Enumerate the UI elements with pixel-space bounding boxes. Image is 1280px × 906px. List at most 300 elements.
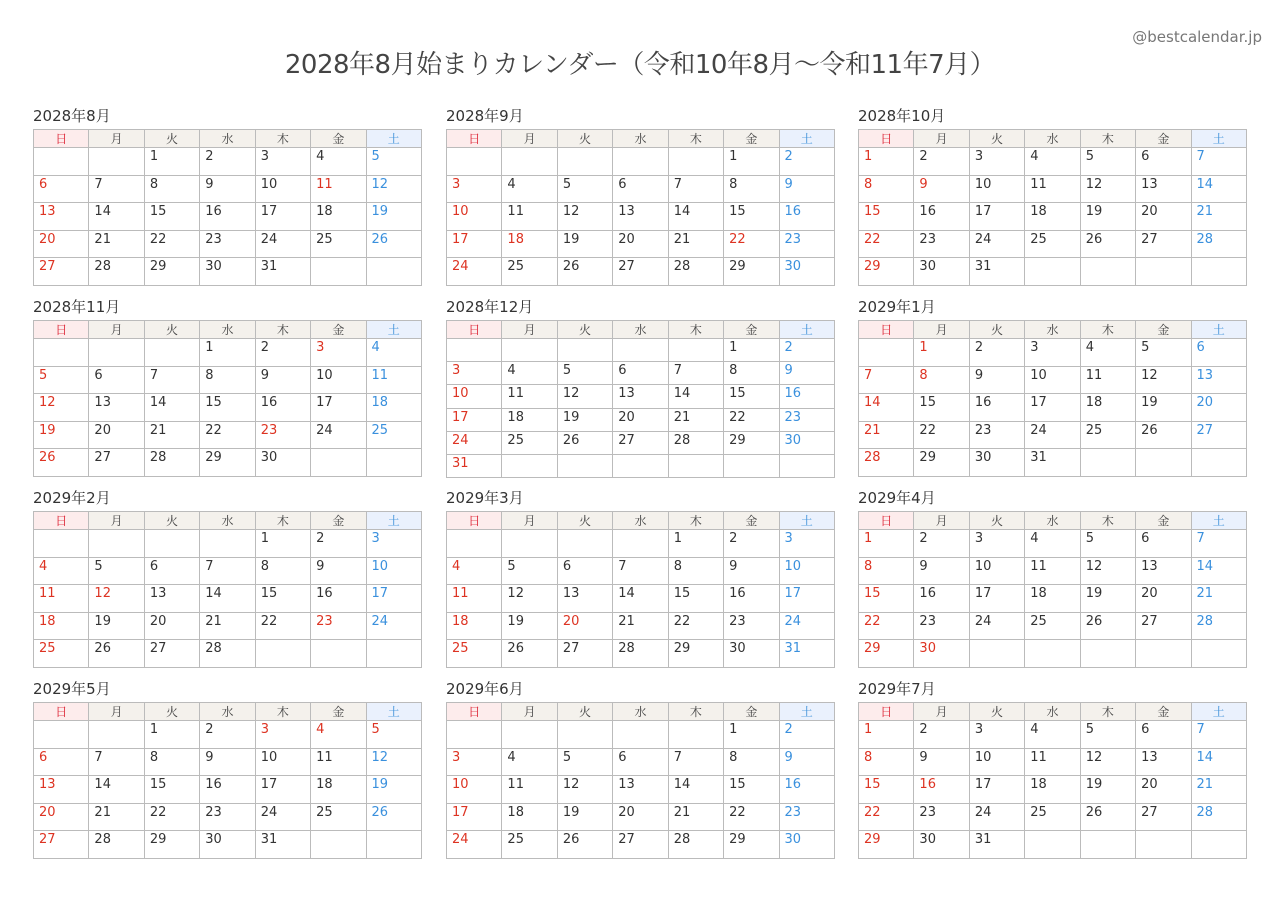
weekday-header: 土	[366, 321, 421, 339]
day-cell: 12	[1080, 175, 1135, 203]
day-cell: 16	[914, 585, 969, 613]
day-cell: 10	[255, 748, 310, 776]
day-cell: 28	[668, 831, 723, 859]
month-calendar	[858, 489, 1247, 668]
weekday-header: 月	[914, 321, 969, 339]
day-cell: 27	[89, 449, 144, 477]
day-cell: 12	[557, 385, 612, 408]
weekday-header: 日	[859, 321, 914, 339]
day-cell: 7	[668, 748, 723, 776]
weekday-header: 火	[969, 130, 1024, 148]
day-cell: 18	[311, 203, 366, 231]
day-cell: 21	[668, 230, 723, 258]
day-cell: 24	[1025, 421, 1080, 449]
empty-cell	[668, 454, 723, 477]
day-cell: 30	[914, 831, 969, 859]
day-cell: 9	[779, 362, 834, 385]
weekday-header: 日	[859, 512, 914, 530]
empty-cell	[89, 148, 144, 176]
day-cell: 20	[1136, 203, 1191, 231]
day-cell: 28	[200, 640, 255, 668]
day-cell: 18	[311, 776, 366, 804]
empty-cell	[1025, 258, 1080, 286]
day-cell: 23	[969, 421, 1024, 449]
empty-cell	[1191, 640, 1246, 668]
weekday-header: 水	[1025, 130, 1080, 148]
day-cell: 22	[255, 612, 310, 640]
day-cell: 7	[200, 557, 255, 585]
day-cell: 5	[557, 362, 612, 385]
day-cell: 11	[366, 366, 421, 394]
day-cell: 30	[779, 431, 834, 454]
weekday-header: 水	[200, 130, 255, 148]
day-cell: 26	[557, 831, 612, 859]
weekday-header: 火	[969, 321, 1024, 339]
day-cell: 25	[502, 431, 557, 454]
empty-cell	[89, 530, 144, 558]
day-cell: 8	[668, 557, 723, 585]
day-cell: 3	[969, 721, 1024, 749]
day-cell: 19	[34, 421, 89, 449]
day-cell: 5	[557, 175, 612, 203]
day-cell: 15	[859, 585, 914, 613]
day-cell: 14	[668, 203, 723, 231]
empty-cell	[502, 339, 557, 362]
weekday-header: 日	[34, 130, 89, 148]
day-cell: 12	[502, 585, 557, 613]
empty-cell	[557, 148, 612, 176]
month-title: 2029年3月	[446, 489, 524, 507]
day-cell: 9	[969, 366, 1024, 394]
weekday-header: 月	[502, 703, 557, 721]
day-cell: 8	[914, 366, 969, 394]
month-calendar	[33, 298, 422, 477]
day-cell: 15	[859, 776, 914, 804]
day-cell: 7	[1191, 721, 1246, 749]
day-cell: 4	[311, 721, 366, 749]
empty-cell	[613, 339, 668, 362]
empty-cell	[779, 454, 834, 477]
empty-cell	[366, 449, 421, 477]
empty-cell	[311, 640, 366, 668]
day-cell: 5	[1080, 148, 1135, 176]
day-cell: 25	[311, 803, 366, 831]
empty-cell	[1080, 640, 1135, 668]
day-cell: 28	[89, 258, 144, 286]
empty-cell	[447, 148, 502, 176]
day-cell: 23	[779, 230, 834, 258]
day-cell: 19	[557, 803, 612, 831]
day-cell: 13	[89, 394, 144, 422]
day-cell: 20	[144, 612, 199, 640]
day-cell: 31	[447, 454, 502, 477]
day-cell: 19	[366, 203, 421, 231]
day-cell: 27	[557, 640, 612, 668]
month-title: 2028年8月	[33, 107, 111, 125]
day-cell: 30	[779, 258, 834, 286]
day-cell: 19	[1080, 203, 1135, 231]
day-cell: 3	[447, 362, 502, 385]
day-cell: 30	[914, 258, 969, 286]
weekday-header: 土	[779, 512, 834, 530]
day-cell: 18	[34, 612, 89, 640]
day-cell: 4	[1080, 339, 1135, 367]
empty-cell	[89, 721, 144, 749]
day-cell: 23	[914, 230, 969, 258]
day-cell: 26	[1080, 803, 1135, 831]
month-title: 2028年10月	[858, 107, 946, 125]
day-cell: 23	[914, 803, 969, 831]
day-cell: 20	[1136, 585, 1191, 613]
day-cell: 14	[89, 203, 144, 231]
day-cell: 29	[724, 831, 779, 859]
weekday-header: 木	[1080, 512, 1135, 530]
day-cell: 8	[724, 362, 779, 385]
day-cell: 28	[859, 449, 914, 477]
day-cell: 4	[447, 557, 502, 585]
day-cell: 7	[89, 175, 144, 203]
day-cell: 27	[1136, 612, 1191, 640]
day-cell: 4	[1025, 721, 1080, 749]
empty-cell	[1191, 449, 1246, 477]
day-cell: 1	[144, 148, 199, 176]
day-cell: 21	[1191, 203, 1246, 231]
day-cell: 5	[557, 748, 612, 776]
day-cell: 18	[502, 803, 557, 831]
day-cell: 19	[1080, 776, 1135, 804]
day-cell: 11	[311, 748, 366, 776]
day-cell: 28	[1191, 803, 1246, 831]
month-title: 2029年6月	[446, 680, 524, 698]
day-cell: 6	[1136, 530, 1191, 558]
day-cell: 15	[859, 203, 914, 231]
day-cell: 9	[914, 748, 969, 776]
day-cell: 7	[1191, 530, 1246, 558]
day-cell: 24	[447, 831, 502, 859]
weekday-header: 土	[366, 130, 421, 148]
day-cell: 16	[914, 203, 969, 231]
day-cell: 30	[914, 640, 969, 668]
day-cell: 20	[1191, 394, 1246, 422]
weekday-header: 月	[914, 512, 969, 530]
day-cell: 27	[1136, 230, 1191, 258]
day-cell: 29	[859, 258, 914, 286]
day-cell: 22	[200, 421, 255, 449]
weekday-header: 日	[447, 321, 502, 339]
day-cell: 14	[668, 776, 723, 804]
day-cell: 8	[859, 175, 914, 203]
day-cell: 9	[914, 175, 969, 203]
empty-cell	[859, 339, 914, 367]
weekday-header: 月	[502, 512, 557, 530]
day-cell: 6	[89, 366, 144, 394]
empty-cell	[557, 339, 612, 362]
day-cell: 21	[859, 421, 914, 449]
day-cell: 30	[779, 831, 834, 859]
weekday-header: 土	[779, 130, 834, 148]
day-cell: 17	[779, 585, 834, 613]
day-cell: 1	[859, 148, 914, 176]
empty-cell	[668, 721, 723, 749]
empty-cell	[1080, 258, 1135, 286]
day-cell: 2	[914, 148, 969, 176]
day-cell: 18	[1025, 585, 1080, 613]
day-cell: 2	[779, 148, 834, 176]
day-cell: 8	[724, 748, 779, 776]
weekday-header: 金	[724, 512, 779, 530]
weekday-header: 火	[969, 512, 1024, 530]
empty-cell	[557, 721, 612, 749]
empty-cell	[311, 258, 366, 286]
empty-cell	[613, 454, 668, 477]
day-cell: 19	[502, 612, 557, 640]
empty-cell	[34, 148, 89, 176]
empty-cell	[366, 831, 421, 859]
month-calendar	[446, 489, 835, 668]
day-cell: 28	[668, 431, 723, 454]
empty-cell	[969, 640, 1024, 668]
day-cell: 16	[779, 776, 834, 804]
day-cell: 8	[859, 557, 914, 585]
weekday-header: 月	[89, 130, 144, 148]
month-title: 2028年11月	[33, 298, 121, 316]
day-cell: 26	[557, 431, 612, 454]
day-cell: 11	[447, 585, 502, 613]
day-cell: 22	[668, 612, 723, 640]
day-cell: 24	[969, 230, 1024, 258]
day-cell: 8	[144, 175, 199, 203]
day-cell: 12	[34, 394, 89, 422]
day-cell: 12	[366, 748, 421, 776]
day-cell: 10	[969, 557, 1024, 585]
day-cell: 16	[255, 394, 310, 422]
day-cell: 3	[779, 530, 834, 558]
day-cell: 7	[144, 366, 199, 394]
weekday-header: 木	[668, 321, 723, 339]
day-cell: 22	[859, 230, 914, 258]
empty-cell	[724, 454, 779, 477]
day-cell: 20	[557, 612, 612, 640]
weekday-header: 月	[914, 703, 969, 721]
day-cell: 8	[144, 748, 199, 776]
day-cell: 28	[1191, 230, 1246, 258]
day-cell: 31	[1025, 449, 1080, 477]
day-cell: 30	[724, 640, 779, 668]
day-cell: 3	[311, 339, 366, 367]
day-cell: 15	[724, 385, 779, 408]
day-cell: 30	[200, 258, 255, 286]
weekday-header: 水	[200, 703, 255, 721]
weekday-header: 土	[779, 321, 834, 339]
month-calendar	[858, 298, 1247, 477]
empty-cell	[311, 449, 366, 477]
weekday-header: 金	[311, 130, 366, 148]
weekday-header: 水	[1025, 512, 1080, 530]
day-cell: 21	[200, 612, 255, 640]
day-cell: 6	[557, 557, 612, 585]
day-cell: 15	[668, 585, 723, 613]
day-cell: 27	[613, 431, 668, 454]
day-cell: 30	[969, 449, 1024, 477]
day-cell: 9	[311, 557, 366, 585]
empty-cell	[1191, 831, 1246, 859]
empty-cell	[366, 640, 421, 668]
day-cell: 20	[34, 803, 89, 831]
weekday-header: 土	[1191, 130, 1246, 148]
weekday-header: 土	[366, 512, 421, 530]
day-cell: 19	[557, 408, 612, 431]
day-cell: 21	[89, 230, 144, 258]
day-cell: 22	[144, 803, 199, 831]
day-cell: 4	[1025, 530, 1080, 558]
day-cell: 16	[724, 585, 779, 613]
empty-cell	[200, 530, 255, 558]
day-cell: 18	[1080, 394, 1135, 422]
day-cell: 13	[613, 203, 668, 231]
day-cell: 29	[859, 640, 914, 668]
day-cell: 26	[34, 449, 89, 477]
day-cell: 30	[200, 831, 255, 859]
weekday-header: 土	[1191, 512, 1246, 530]
empty-cell	[668, 148, 723, 176]
day-cell: 11	[1080, 366, 1135, 394]
day-cell: 27	[34, 258, 89, 286]
day-cell: 15	[255, 585, 310, 613]
empty-cell	[144, 339, 199, 367]
weekday-header: 土	[1191, 321, 1246, 339]
day-cell: 31	[969, 831, 1024, 859]
day-cell: 2	[311, 530, 366, 558]
day-cell: 4	[366, 339, 421, 367]
day-cell: 5	[34, 366, 89, 394]
day-cell: 26	[1080, 230, 1135, 258]
site-credit: @bestcalendar.jp	[1132, 28, 1262, 46]
day-cell: 26	[557, 258, 612, 286]
weekday-header: 火	[144, 321, 199, 339]
day-cell: 11	[311, 175, 366, 203]
empty-cell	[557, 454, 612, 477]
day-cell: 23	[914, 612, 969, 640]
day-cell: 28	[89, 831, 144, 859]
day-cell: 17	[969, 776, 1024, 804]
day-cell: 3	[447, 175, 502, 203]
day-cell: 12	[557, 776, 612, 804]
day-cell: 28	[1191, 612, 1246, 640]
day-cell: 5	[366, 148, 421, 176]
day-cell: 17	[311, 394, 366, 422]
day-cell: 3	[366, 530, 421, 558]
day-cell: 5	[1080, 721, 1135, 749]
weekday-header: 日	[859, 130, 914, 148]
month-calendar	[858, 107, 1247, 286]
day-cell: 12	[1080, 748, 1135, 776]
day-cell: 17	[969, 203, 1024, 231]
empty-cell	[366, 258, 421, 286]
day-cell: 5	[1080, 530, 1135, 558]
day-cell: 31	[969, 258, 1024, 286]
day-cell: 1	[144, 721, 199, 749]
day-cell: 25	[1025, 612, 1080, 640]
month-calendar	[33, 680, 422, 859]
day-cell: 14	[89, 776, 144, 804]
day-cell: 20	[89, 421, 144, 449]
day-cell: 2	[914, 721, 969, 749]
empty-cell	[668, 339, 723, 362]
day-cell: 9	[255, 366, 310, 394]
day-cell: 13	[1136, 175, 1191, 203]
empty-cell	[1025, 640, 1080, 668]
day-cell: 9	[914, 557, 969, 585]
day-cell: 24	[969, 803, 1024, 831]
day-cell: 3	[255, 148, 310, 176]
day-cell: 4	[502, 175, 557, 203]
empty-cell	[447, 530, 502, 558]
day-cell: 24	[447, 431, 502, 454]
day-cell: 25	[502, 831, 557, 859]
day-cell: 21	[668, 803, 723, 831]
day-cell: 14	[613, 585, 668, 613]
day-cell: 11	[34, 585, 89, 613]
day-cell: 5	[502, 557, 557, 585]
day-cell: 26	[366, 803, 421, 831]
weekday-header: 木	[1080, 130, 1135, 148]
weekday-header: 月	[89, 321, 144, 339]
day-cell: 23	[200, 230, 255, 258]
day-cell: 21	[1191, 585, 1246, 613]
day-cell: 15	[200, 394, 255, 422]
weekday-header: 金	[1136, 512, 1191, 530]
day-cell: 7	[613, 557, 668, 585]
day-cell: 11	[502, 385, 557, 408]
day-cell: 13	[144, 585, 199, 613]
day-cell: 26	[1136, 421, 1191, 449]
day-cell: 21	[668, 408, 723, 431]
month-title: 2029年7月	[858, 680, 936, 698]
day-cell: 16	[200, 776, 255, 804]
weekday-header: 金	[724, 130, 779, 148]
day-cell: 16	[914, 776, 969, 804]
day-cell: 10	[779, 557, 834, 585]
empty-cell	[1025, 831, 1080, 859]
weekday-header: 水	[200, 321, 255, 339]
empty-cell	[1136, 640, 1191, 668]
day-cell: 11	[1025, 175, 1080, 203]
weekday-header: 火	[144, 130, 199, 148]
day-cell: 6	[1136, 721, 1191, 749]
day-cell: 19	[1136, 394, 1191, 422]
day-cell: 25	[502, 258, 557, 286]
day-cell: 10	[311, 366, 366, 394]
day-cell: 13	[34, 203, 89, 231]
day-cell: 3	[447, 748, 502, 776]
day-cell: 1	[668, 530, 723, 558]
day-cell: 29	[144, 258, 199, 286]
day-cell: 13	[613, 776, 668, 804]
day-cell: 7	[89, 748, 144, 776]
day-cell: 15	[914, 394, 969, 422]
day-cell: 11	[1025, 557, 1080, 585]
weekday-header: 金	[311, 512, 366, 530]
day-cell: 12	[557, 203, 612, 231]
day-cell: 9	[200, 748, 255, 776]
day-cell: 22	[144, 230, 199, 258]
day-cell: 17	[255, 776, 310, 804]
day-cell: 27	[144, 640, 199, 668]
day-cell: 29	[144, 831, 199, 859]
day-cell: 11	[1025, 748, 1080, 776]
day-cell: 6	[144, 557, 199, 585]
day-cell: 1	[200, 339, 255, 367]
